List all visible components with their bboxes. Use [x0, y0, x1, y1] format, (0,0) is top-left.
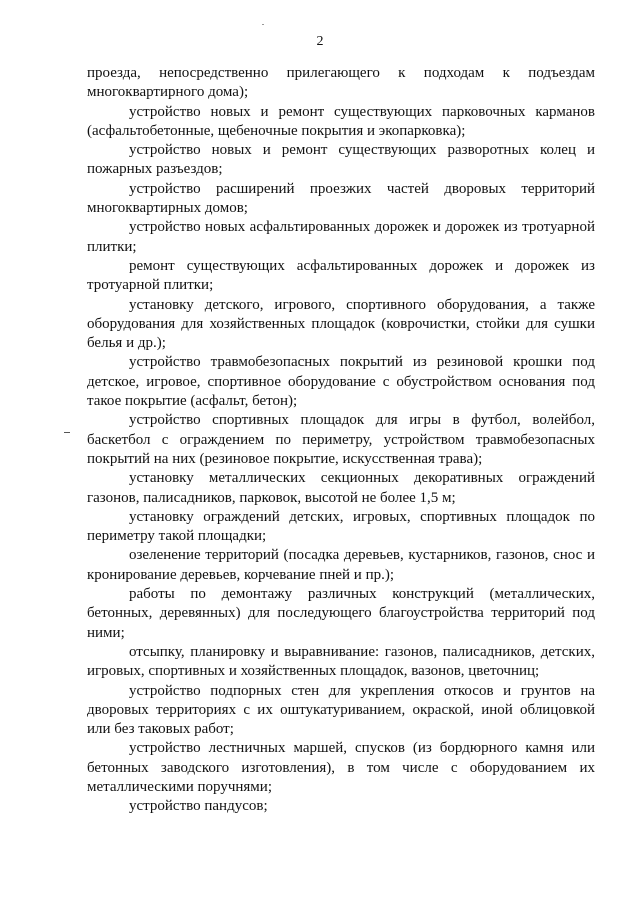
paragraph: озеленение территорий (посадка деревьев, кустарников, газонов, снос и кронирование деревьев, корчевание пней и пр.); [87, 547, 595, 583]
paragraph: устройство спортивных площадок для игры в футбол, волейбол, баскетбол с ограждением по периметру, устройством травмобезопасных покрытий на них (резиновое покрытие, искусственная трава); [87, 412, 595, 467]
paragraph: установку металлических секционных декоративных ограждений газонов, палисадников, парковок, высотой не более 1,5 м; [87, 470, 595, 506]
paragraph: устройство травмобезопасных покрытий из резиновой крошки под детское, игровое, спортивное оборудование с обустройством основания под такое покрытие (асфальт, бетон); [87, 354, 595, 410]
paragraph: проезда, непосредственно прилегающего к подходам к подъездам многоквартирного дома); [87, 65, 595, 101]
paragraph: ремонт существующих асфальтированных дорожек и дорожек из тротуарной плитки; [87, 257, 595, 294]
paragraph: устройство лестничных маршей, спусков (из бордюрного камня или бетонных заводского изготовления), в том числе с оборудованием их металлическими поручнями; [87, 740, 595, 795]
paragraph: установку детского, игрового, спортивного оборудования, а также оборудования для хозяйственных площадок (коврочистки, стойки для сушки белья и др.); [87, 296, 595, 352]
paragraph: устройство пандусов; [129, 798, 268, 815]
paragraph: устройство новых и ремонт существующих разворотных колец и пожарных разъездов; [87, 142, 595, 178]
scan-artifact [262, 24, 264, 25]
paragraph: устройство расширений проезжих частей дворовых территорий многоквартирных домов; [87, 180, 595, 217]
paragraph: установку ограждений детских, игровых, спортивных площадок по периметру такой площадки; [87, 508, 595, 545]
page-number: 2 [316, 34, 324, 49]
paragraph: отсыпку, планировку и выравнивание: газонов, палисадников, детских, игровых, спортивных и хозяйственных площадок, вазонов, цветочниц; [87, 643, 595, 680]
margin-mark [64, 432, 70, 433]
paragraph: устройство новых и ремонт существующих парковочных карманов (асфальтобетонные, щебеночные покрытия и экопарковка); [87, 103, 595, 139]
paragraph: устройство новых асфальтированных дорожек и дорожек из тротуарной плитки; [87, 219, 595, 255]
paragraph: работы по демонтажу различных конструкций (металлических, бетонных, деревянных) для последующего благоустройства территорий под ними; [87, 586, 595, 641]
paragraph: устройство подпорных стен для укрепления откосов и грунтов на дворовых территориях с их оштукатуриванием, окраской, иной облицовкой или без таковых работ; [87, 682, 595, 738]
document-body [87, 64, 595, 817]
